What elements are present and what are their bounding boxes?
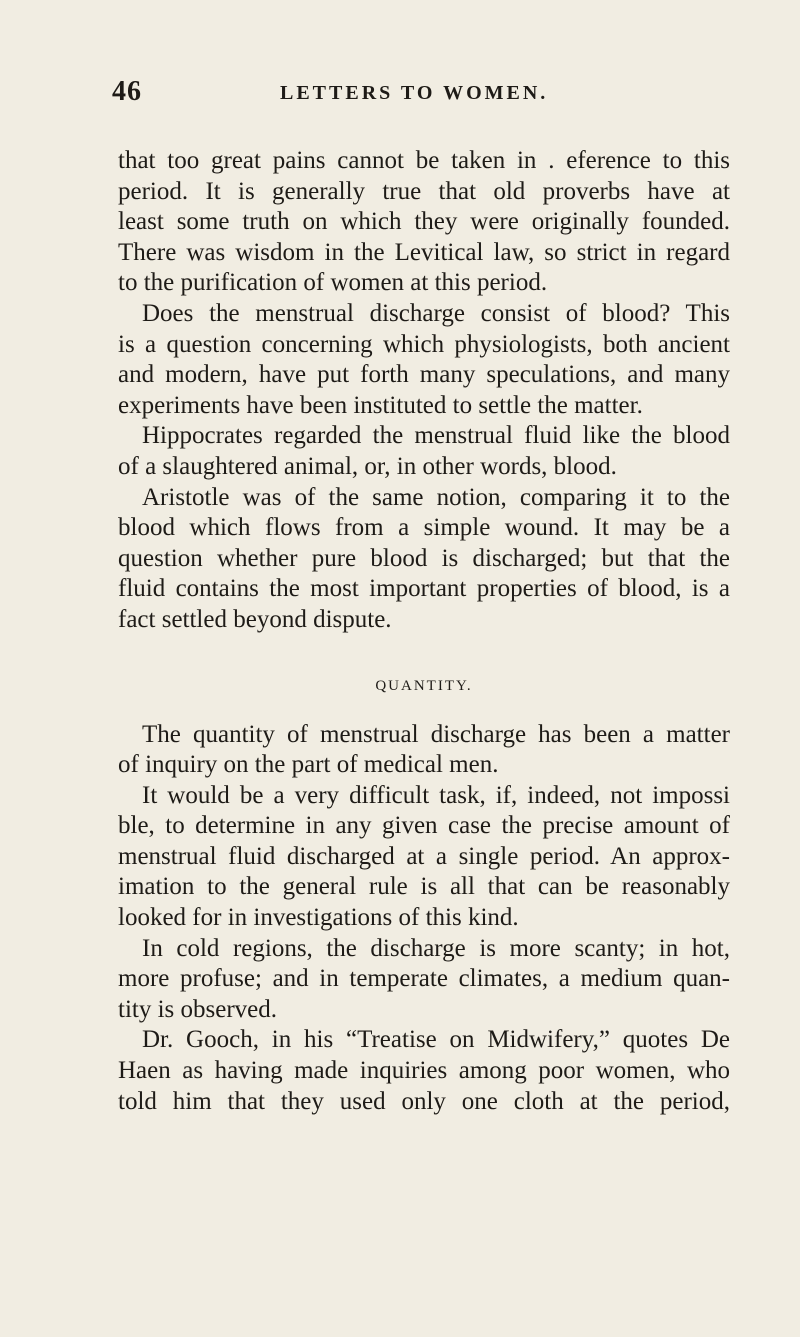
text-line: The quantity of menstrual discharge has been a matter <box>142 720 730 748</box>
body-text <box>118 146 730 1117</box>
text-line: more profuse; and in temperate climates, a medium quan- <box>118 965 730 993</box>
text-line: that too great pains cannot be taken in . eference to this <box>118 147 730 174</box>
text-line: ble, to determine in any given case the precise amount of <box>118 812 730 840</box>
text-line: Dr. Gooch, in his “Treatise on Midwifery,” quotes De <box>142 1026 730 1054</box>
text-line: to the purification of women at this period. <box>118 269 548 297</box>
text-line: and modern, have put forth many speculations, and many <box>118 361 730 389</box>
text-line: blood which flows from a simple wound. It may be a <box>118 514 730 542</box>
text-line: period. It is generally true that old proverbs have at <box>118 177 730 205</box>
text-line: Does the menstrual discharge consist of blood? This <box>142 299 730 327</box>
text-line: tity is observed. <box>118 995 278 1023</box>
text-line: It would be a very difficult task, if, indeed, not impossi <box>142 781 730 809</box>
running-title: LETTERS TO WOMEN. <box>280 82 549 104</box>
text-line: There was wisdom in the Levitical law, so strict in regard <box>118 238 730 266</box>
text-line: Hippocrates regarded the menstrual fluid like the blood <box>142 422 730 450</box>
page-number: 46 <box>112 76 142 107</box>
section-heading: QUANTITY. <box>375 677 473 694</box>
text-line: least some truth on which they were originally founded. <box>118 208 730 236</box>
text-line: experiments have been instituted to settle the matter. <box>118 391 643 419</box>
text-line: Aristotle was of the same notion, comparing it to the <box>142 483 730 511</box>
text-line: menstrual fluid discharged at a single period. An approx- <box>118 842 730 870</box>
text-line: told him that they used only one cloth at the period, <box>118 1087 730 1115</box>
running-head <box>112 76 732 116</box>
text-line: is a question concerning which physiologists, both ancient <box>118 330 730 358</box>
text-line: imation to the general rule is all that can be reasonably <box>118 873 730 901</box>
text-line: of inquiry on the part of medical men. <box>118 751 499 779</box>
text-line: Haen as having made inquiries among poor women, who <box>118 1057 730 1085</box>
text-line: fact settled beyond dispute. <box>118 605 392 633</box>
text-line: In cold regions, the discharge is more scanty; in hot, <box>142 934 730 962</box>
text-line: question whether pure blood is discharged; but that the <box>118 544 730 572</box>
text-line: looked for in investigations of this kind. <box>118 904 519 932</box>
text-line: fluid contains the most important properties of blood, is a <box>118 575 730 603</box>
text-line: of a slaughtered animal, or, in other words, blood. <box>118 452 617 480</box>
